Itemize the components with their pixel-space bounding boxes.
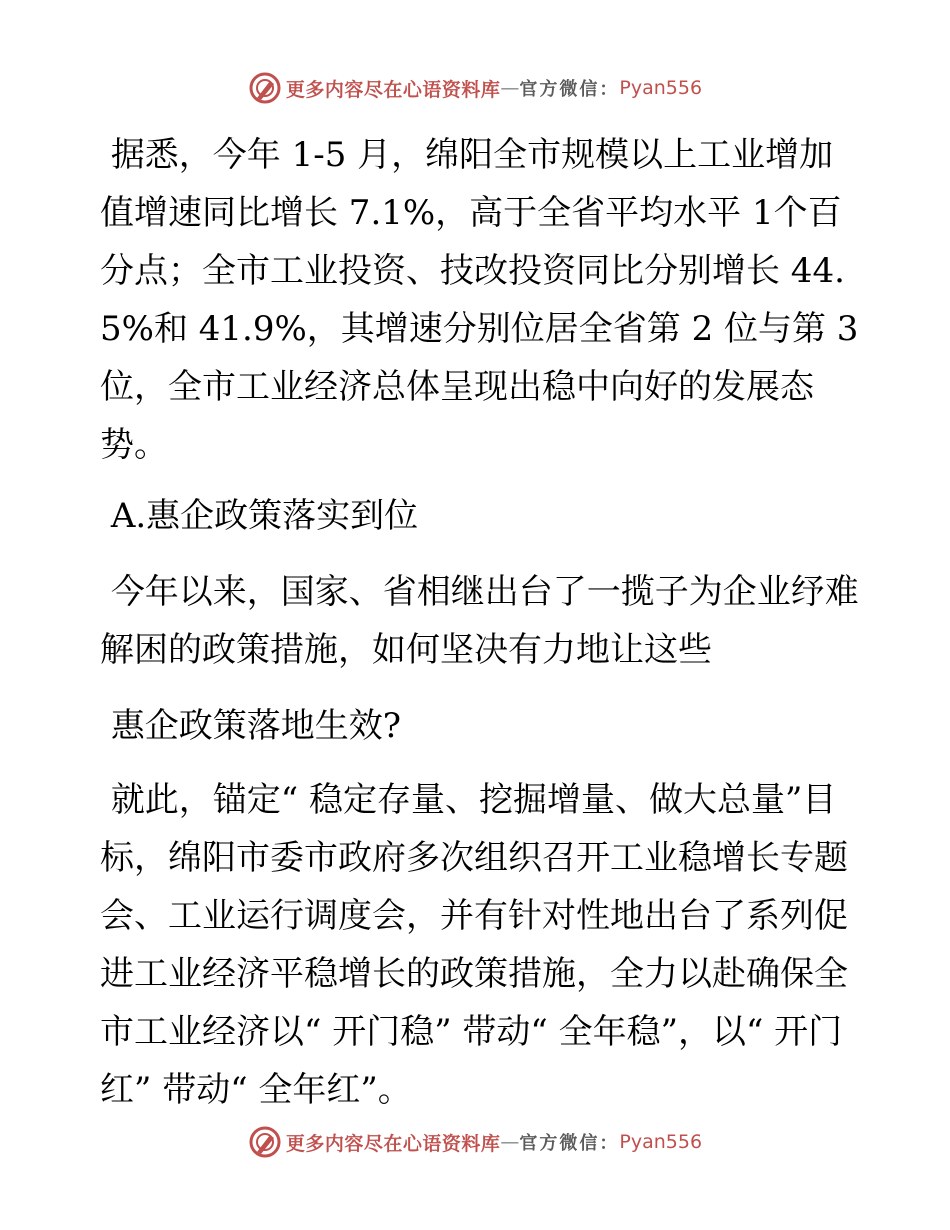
paragraph-text: 惠企政策落地生效? [100,706,402,746]
paragraph-text: 就此，锚定“ 稳定存量、挖掘增量、做大总量”目标，绵阳市委市政府多次组织召开工业稳增长专题会、工业运行调度会，并有针对性地出台了系列促进工业经济平稳增长的政策措施，全力以赴确保全市工业经济以“ 开门稳” 带动“ 全年稳”，以“ 开门红” 带动“ 全年红”。 [100,780,848,1110]
watermark-header [0,68,950,108]
seal-icon [248,1125,282,1159]
watermark-wechat-id: Pyan556 [619,77,703,99]
watermark-footer [0,1122,950,1162]
heading-text: A.惠企政策落实到位 [100,496,419,536]
paragraph-text: 今年以来，国家、省相继出台了一揽子为企业纾难解困的政策措施，如何坚决有力地让这些 [100,572,859,670]
paragraph-text: 据悉，今年 1-5 月，绵阳全市规模以上工业增加值增速同比增长 7.1%，高于全省平均水平 1个百分点；全市工业投资、技改投资同比分别增长 44.5%和 41.9%，其增速分别位居全省第 2 位与第 3 位，全市工业经济总体呈现出稳中向好的发展态势。 [100,135,870,465]
watermark-dash: — [500,1131,520,1153]
seal-icon [248,71,282,105]
paragraph-measures [100,771,860,1119]
paragraph-statistics [100,126,870,474]
section-heading [100,487,860,545]
watermark-official-label: 官方微信： [519,79,620,100]
watermark-main-text: 更多内容尽在心语资料库 [285,78,501,101]
paragraph-policy-intro [100,563,860,679]
paragraph-question [100,697,860,755]
watermark-wechat-id: Pyan556 [619,1131,703,1153]
watermark-dash: — [500,77,520,99]
watermark-main-text: 更多内容尽在心语资料库 [285,1132,501,1155]
watermark-official-label: 官方微信： [519,1133,620,1154]
